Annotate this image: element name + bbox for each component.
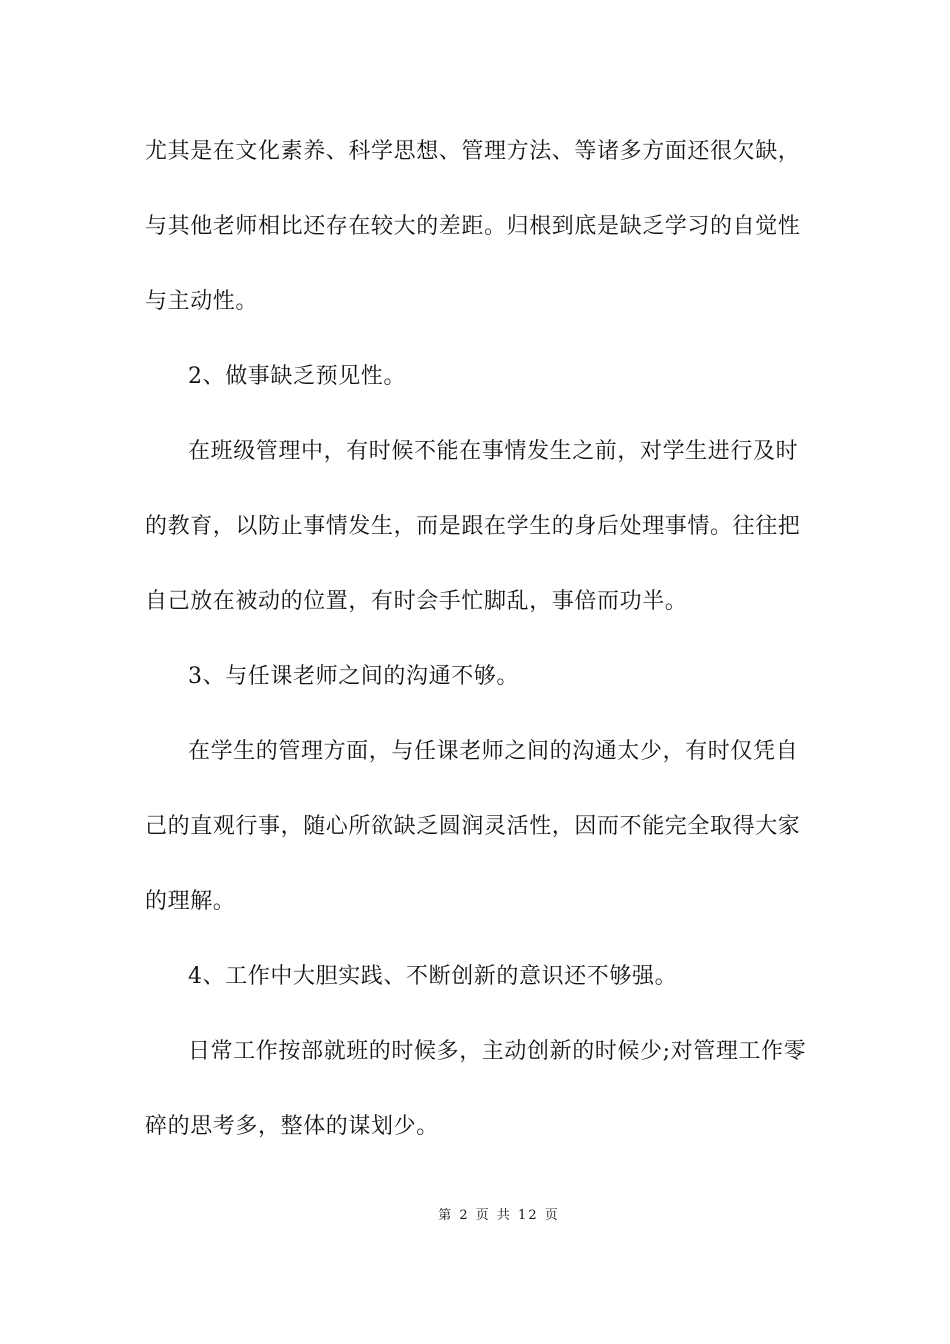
body-text-line: 在班级管理中，有时候不能在事情发生之前，对学生进行及时 (188, 439, 799, 464)
section-heading: 2、做事缺乏预见性。 (188, 364, 406, 389)
body-text-line: 与其他老师相比还存在较大的差距。归根到底是缺乏学习的自觉性 (145, 214, 801, 239)
body-text-line: 的教育，以防止事情发生，而是跟在学生的身后处理事情。往往把 (145, 514, 801, 539)
section-heading: 4、工作中大胆实践、不断创新的意识还不够强。 (188, 964, 678, 989)
body-text-line: 的理解。 (145, 889, 236, 914)
body-text-line: 己的直观行事，随心所欲缺乏圆润灵活性，因而不能完全取得大家 (145, 814, 801, 839)
body-text-line: 自己放在被动的位置，有时会手忙脚乱，事倍而功半。 (145, 589, 688, 614)
body-text-line: 尤其是在文化素养、科学思想、管理方法、等诸多方面还很欠缺， (145, 139, 801, 164)
body-text-line: 在学生的管理方面，与任课老师之间的沟通太少，有时仅凭自 (188, 739, 799, 764)
page-footer (0, 1206, 950, 1226)
body-text-line: 与主动性。 (145, 289, 259, 314)
page-number: 第 2 页 共 12 页 (438, 1208, 560, 1223)
section-heading: 3、与任课老师之间的沟通不够。 (188, 664, 519, 689)
body-text-line: 日常工作按部就班的时候多，主动创新的时候少;对管理工作零 (188, 1039, 807, 1064)
body-text-line: 碎的思考多，整体的谋划少。 (145, 1114, 439, 1139)
